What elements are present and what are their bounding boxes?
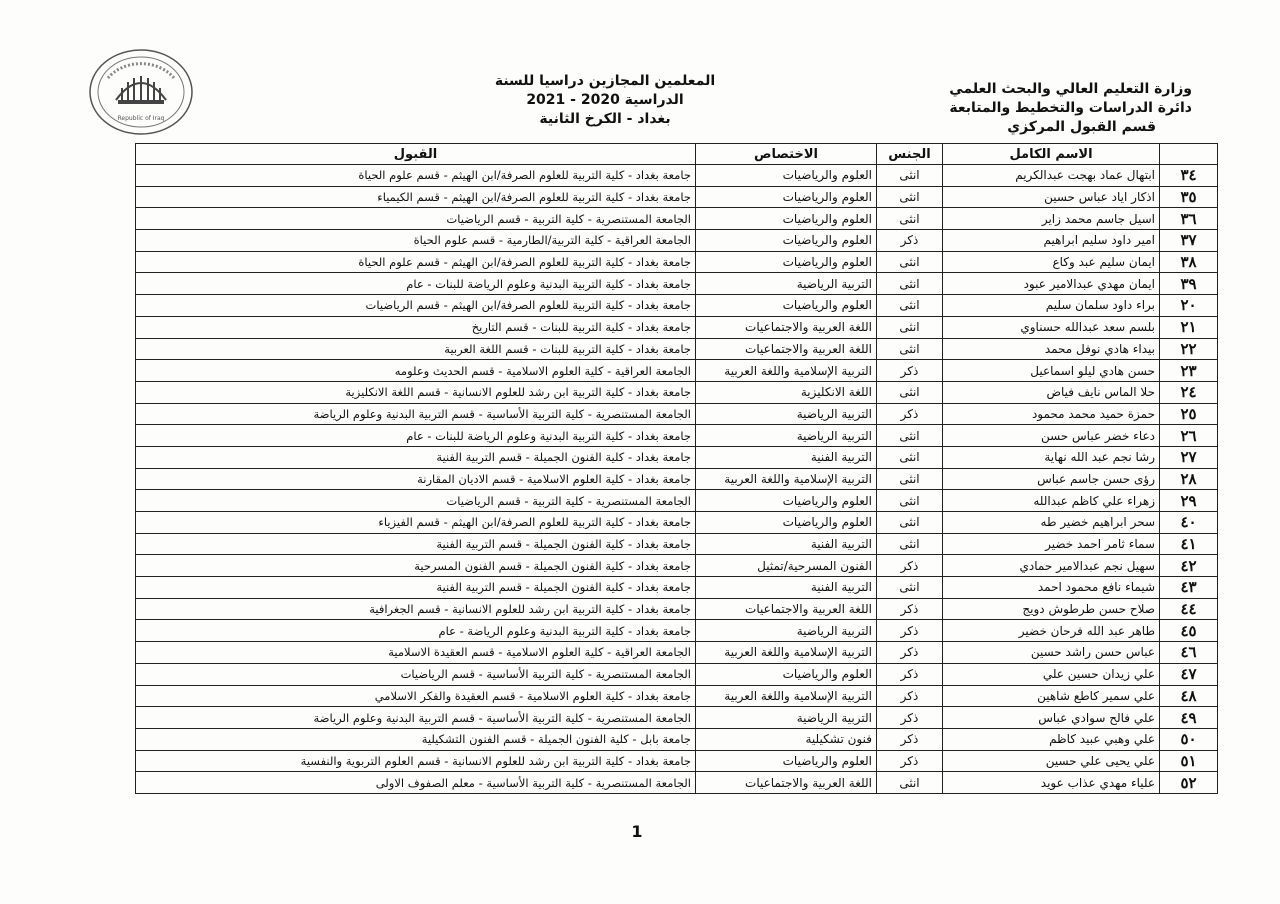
row-number-cell: ٣٩ [1160,273,1218,295]
admission-cell: الجامعة المستنصرية - كلية التربية الأساسية - معلم الصفوف الاولى [136,772,696,794]
ministry-logo [88,48,194,136]
row-number-cell: ٤٦ [1160,642,1218,664]
gender-cell: ذكر [877,642,943,664]
gender-cell: ذكر [877,620,943,642]
full-name-cell: سحر ابراهيم خضير طه [943,512,1160,534]
specialty-cell: التربية الرياضية [696,403,877,425]
full-name-cell: علي سمير كاطع شاهين [943,685,1160,707]
gender-cell: انثى [877,381,943,403]
table-row [136,490,1218,512]
admission-cell: الجامعة العراقية - كلية العلوم الاسلامية - قسم العقيدة الاسلامية [136,642,696,664]
full-name-cell: علي فالح سوادي عباس [943,707,1160,729]
gender-cell: انثى [877,273,943,295]
full-name-cell: اسيل جاسم محمد زاير [943,208,1160,230]
gender-cell: انثى [877,251,943,273]
admission-cell: الجامعة المستنصرية - كلية التربية الأساسية - قسم التربية البدنية وعلوم الرياضة [136,707,696,729]
gender-cell: ذكر [877,663,943,685]
gender-cell: ذكر [877,707,943,729]
specialty-cell: التربية الإسلامية واللغة العربية [696,642,877,664]
gender-cell: ذكر [877,403,943,425]
row-number-cell: ٢٤ [1160,381,1218,403]
ministry-header [932,80,1192,137]
admission-cell: جامعة بغداد - كلية التربية للعلوم الصرفة/ابن الهيثم - قسم علوم الحياة [136,251,696,273]
admission-cell: جامعة بغداد - كلية التربية البدنية وعلوم الرياضة للبنات - عام [136,273,696,295]
table-row [136,598,1218,620]
table-row [136,230,1218,252]
row-number-cell: ٥٢ [1160,772,1218,794]
row-number-cell: ٤٩ [1160,707,1218,729]
row-number-cell: ٣٥ [1160,186,1218,208]
admission-cell: جامعة بغداد - كلية العلوم الاسلامية - قسم العقيدة والفكر الاسلامي [136,685,696,707]
table-row [136,685,1218,707]
table-row [136,577,1218,599]
table-row [136,425,1218,447]
specialty-cell: اللغة الانكليزية [696,381,877,403]
table-row [136,728,1218,750]
admission-cell: جامعة بغداد - كلية التربية ابن رشد للعلوم الانسانية - قسم الجغرافية [136,598,696,620]
full-name-cell: بيداء هادي نوفل محمد [943,338,1160,360]
full-name-cell: دعاء خضر عباس حسن [943,425,1160,447]
full-name-cell: ابتهال عماد بهجت عبدالكريم [943,165,1160,187]
logo-seal-icon [88,48,194,136]
table-row [136,512,1218,534]
title-line-1: المعلمين المجازين دراسيا للسنة [494,73,716,89]
table-header-row [136,144,1218,165]
specialty-cell: العلوم والرياضيات [696,208,877,230]
specialty-cell: التربية الرياضية [696,707,877,729]
gender-cell: ذكر [877,360,943,382]
table-row [136,772,1218,794]
row-number-cell: ٤١ [1160,533,1218,555]
gender-cell: ذكر [877,230,943,252]
full-name-cell: علياء مهدي عذاب عويد [943,772,1160,794]
page-number: 1 [631,822,643,841]
full-name-cell: ايمان مهدي عبدالامير عبود [943,273,1160,295]
gender-cell: انثى [877,533,943,555]
admission-cell: جامعة بغداد - كلية التربية للعلوم الصرفة/ابن الهيثم - قسم الكيمياء [136,186,696,208]
specialty-cell: التربية الفنية [696,446,877,468]
specialty-cell: التربية الإسلامية واللغة العربية [696,360,877,382]
specialty-cell: العلوم والرياضيات [696,295,877,317]
full-name-cell: علي وهبي عبيد كاظم [943,728,1160,750]
table-row [136,381,1218,403]
specialty-cell: التربية الإسلامية واللغة العربية [696,468,877,490]
specialty-cell: العلوم والرياضيات [696,251,877,273]
specialty-cell: اللغة العربية والاجتماعيات [696,316,877,338]
gender-cell: انثى [877,165,943,187]
logo-text: Republic of Iraq [117,115,165,122]
gender-cell: انثى [877,186,943,208]
table-row [136,316,1218,338]
gender-cell: انثى [877,316,943,338]
admission-cell: الجامعة المستنصرية - كلية التربية الأساسية - قسم الرياضيات [136,663,696,685]
row-number-cell: ٣٧ [1160,230,1218,252]
gender-cell: ذكر [877,728,943,750]
row-number-cell: ٢٧ [1160,446,1218,468]
full-name-cell: صلاح حسن طرطوش دويج [943,598,1160,620]
full-name-cell: علي يحيى علي حسين [943,750,1160,772]
col-header-specialty: الاختصاص [696,144,877,165]
row-number-cell: ٤٨ [1160,685,1218,707]
full-name-cell: اذكار اياد عباس حسين [943,186,1160,208]
full-name-cell: رؤى حسن جاسم عباس [943,468,1160,490]
specialty-cell: العلوم والرياضيات [696,230,877,252]
specialty-cell: العلوم والرياضيات [696,490,877,512]
admission-cell: جامعة بغداد - كلية التربية للبنات - قسم اللغة العربية [136,338,696,360]
table-row [136,338,1218,360]
gender-cell: انثى [877,468,943,490]
row-number-cell: ٢٥ [1160,403,1218,425]
admission-cell: جامعة بغداد - كلية التربية للعلوم الصرفة/ابن الهيثم - قسم الفيزياء [136,512,696,534]
document-title [440,72,770,129]
admission-cell: جامعة بغداد - كلية التربية البدنية وعلوم الرياضة للبنات - عام [136,425,696,447]
specialty-cell: العلوم والرياضيات [696,186,877,208]
full-name-cell: حسن هادي ليلو اسماعيل [943,360,1160,382]
table-row [136,208,1218,230]
row-number-cell: ٢١ [1160,316,1218,338]
gender-cell: انثى [877,338,943,360]
specialty-cell: التربية الرياضية [696,425,877,447]
admission-cell: الجامعة المستنصرية - كلية التربية - قسم الرياضيات [136,490,696,512]
specialty-cell: التربية الفنية [696,533,877,555]
row-number-cell: ٣٦ [1160,208,1218,230]
row-number-cell: ٣٨ [1160,251,1218,273]
admission-cell: جامعة بغداد - كلية الفنون الجميلة - قسم التربية الفنية [136,577,696,599]
full-name-cell: عباس حسن راشد حسين [943,642,1160,664]
col-header-num [1160,144,1218,165]
table-row [136,620,1218,642]
title-line-3: بغداد - الكرخ الثانية [539,111,671,127]
full-name-cell: بلسم سعد عبدالله حسناوي [943,316,1160,338]
gender-cell: انثى [877,208,943,230]
row-number-cell: ٣٤ [1160,165,1218,187]
table-row [136,251,1218,273]
admission-cell: الجامعة المستنصرية - كلية التربية الأساسية - قسم التربية البدنية وعلوم الرياضة [136,403,696,425]
row-number-cell: ٤٣ [1160,577,1218,599]
gender-cell: ذكر [877,598,943,620]
admission-cell: الجامعة المستنصرية - كلية التربية - قسم الرياضيات [136,208,696,230]
col-header-admission: القبول [136,144,696,165]
gender-cell: ذكر [877,555,943,577]
row-number-cell: ٤٤ [1160,598,1218,620]
specialty-cell: اللغة العربية والاجتماعيات [696,338,877,360]
gender-cell: انثى [877,446,943,468]
gender-cell: انثى [877,295,943,317]
directorate-name: دائرة الدراسات والتخطيط والمتابعة [949,100,1192,116]
table-row [136,360,1218,382]
row-number-cell: ٢٩ [1160,490,1218,512]
admission-cell: جامعة بغداد - كلية التربية ابن رشد للعلوم الانسانية - قسم العلوم التربوية والنفسية [136,750,696,772]
table-row [136,295,1218,317]
admission-cell: الجامعة العراقية - كلية العلوم الاسلامية - قسم الحديث وعلومه [136,360,696,382]
table-row [136,273,1218,295]
specialty-cell: اللغة العربية والاجتماعيات [696,598,877,620]
admission-cell: جامعة بغداد - كلية التربية للعلوم الصرفة/ابن الهيثم - قسم علوم الحياة [136,165,696,187]
full-name-cell: علي زيدان حسين علي [943,663,1160,685]
table-row [136,663,1218,685]
gender-cell: انثى [877,512,943,534]
full-name-cell: براء داود سلمان سليم [943,295,1160,317]
row-number-cell: ٤٢ [1160,555,1218,577]
gender-cell: انثى [877,425,943,447]
specialty-cell: فنون تشكيلية [696,728,877,750]
table-row [136,707,1218,729]
row-number-cell: ٢٠ [1160,295,1218,317]
specialty-cell: العلوم والرياضيات [696,165,877,187]
row-number-cell: ٢٢ [1160,338,1218,360]
row-number-cell: ٤٠ [1160,512,1218,534]
full-name-cell: ايمان سليم عبد وكاع [943,251,1160,273]
row-number-cell: ٥٠ [1160,728,1218,750]
admission-cell: جامعة بغداد - كلية العلوم الاسلامية - قسم الاديان المقارنة [136,468,696,490]
specialty-cell: التربية الرياضية [696,273,877,295]
full-name-cell: رشا نجم عبد الله نهاية [943,446,1160,468]
full-name-cell: شيماء نافع محمود احمد [943,577,1160,599]
table-row [136,186,1218,208]
admission-cell: جامعة بغداد - كلية التربية للبنات - قسم التاريخ [136,316,696,338]
row-number-cell: ٢٣ [1160,360,1218,382]
specialty-cell: العلوم والرياضيات [696,750,877,772]
ministry-name: وزارة التعليم العالي والبحث العلمي [949,81,1192,97]
admission-cell: جامعة بابل - كلية الفنون الجميلة - قسم الفنون التشكيلية [136,728,696,750]
gender-cell: انثى [877,772,943,794]
admission-cell: جامعة بغداد - كلية التربية للعلوم الصرفة/ابن الهيثم - قسم الرياضيات [136,295,696,317]
specialty-cell: اللغة العربية والاجتماعيات [696,772,877,794]
full-name-cell: حلا الماس نايف فياض [943,381,1160,403]
gender-cell: انثى [877,577,943,599]
col-header-gender: الجنس [877,144,943,165]
specialty-cell: التربية الفنية [696,577,877,599]
table-row [136,403,1218,425]
admission-cell: جامعة بغداد - كلية الفنون الجميلة - قسم التربية الفنية [136,533,696,555]
full-name-cell: سهيل نجم عبدالامير حمادي [943,555,1160,577]
table-row [136,165,1218,187]
full-name-cell: زهراء علي كاظم عبدالله [943,490,1160,512]
row-number-cell: ٤٧ [1160,663,1218,685]
admission-cell: جامعة بغداد - كلية التربية ابن رشد للعلوم الانسانية - قسم اللغة الانكليزية [136,381,696,403]
specialty-cell: التربية الإسلامية واللغة العربية [696,685,877,707]
specialty-cell: العلوم والرياضيات [696,512,877,534]
table-row [136,750,1218,772]
specialty-cell: العلوم والرياضيات [696,663,877,685]
table-row [136,642,1218,664]
admission-cell: جامعة بغداد - كلية الفنون الجميلة - قسم الفنون المسرحية [136,555,696,577]
table-row [136,533,1218,555]
admission-cell: الجامعة العراقية - كلية التربية/الطارمية - قسم علوم الحياة [136,230,696,252]
table-body [136,165,1218,794]
row-number-cell: ٢٦ [1160,425,1218,447]
full-name-cell: سماء ثامر احمد خضير [943,533,1160,555]
table-row [136,468,1218,490]
full-name-cell: حمزة حميد محمد محمود [943,403,1160,425]
table-row [136,555,1218,577]
row-number-cell: ٢٨ [1160,468,1218,490]
admission-cell: جامعة بغداد - كلية الفنون الجميلة - قسم التربية الفنية [136,446,696,468]
row-number-cell: ٤٥ [1160,620,1218,642]
specialty-cell: التربية الرياضية [696,620,877,642]
gender-cell: ذكر [877,685,943,707]
col-header-name: الاسم الكامل [943,144,1160,165]
table-row [136,446,1218,468]
full-name-cell: امير داود سليم ابراهيم [943,230,1160,252]
teachers-table [135,143,1218,794]
gender-cell: ذكر [877,750,943,772]
gender-cell: انثى [877,490,943,512]
admission-cell: جامعة بغداد - كلية التربية البدنية وعلوم الرياضة - عام [136,620,696,642]
specialty-cell: الفنون المسرحية/تمثيل [696,555,877,577]
row-number-cell: ٥١ [1160,750,1218,772]
department-name: قسم القبول المركزي [1007,119,1156,135]
full-name-cell: طاهر عبد الله فرحان خضير [943,620,1160,642]
title-line-2: الدراسية 2020 - 2021 [526,92,684,108]
